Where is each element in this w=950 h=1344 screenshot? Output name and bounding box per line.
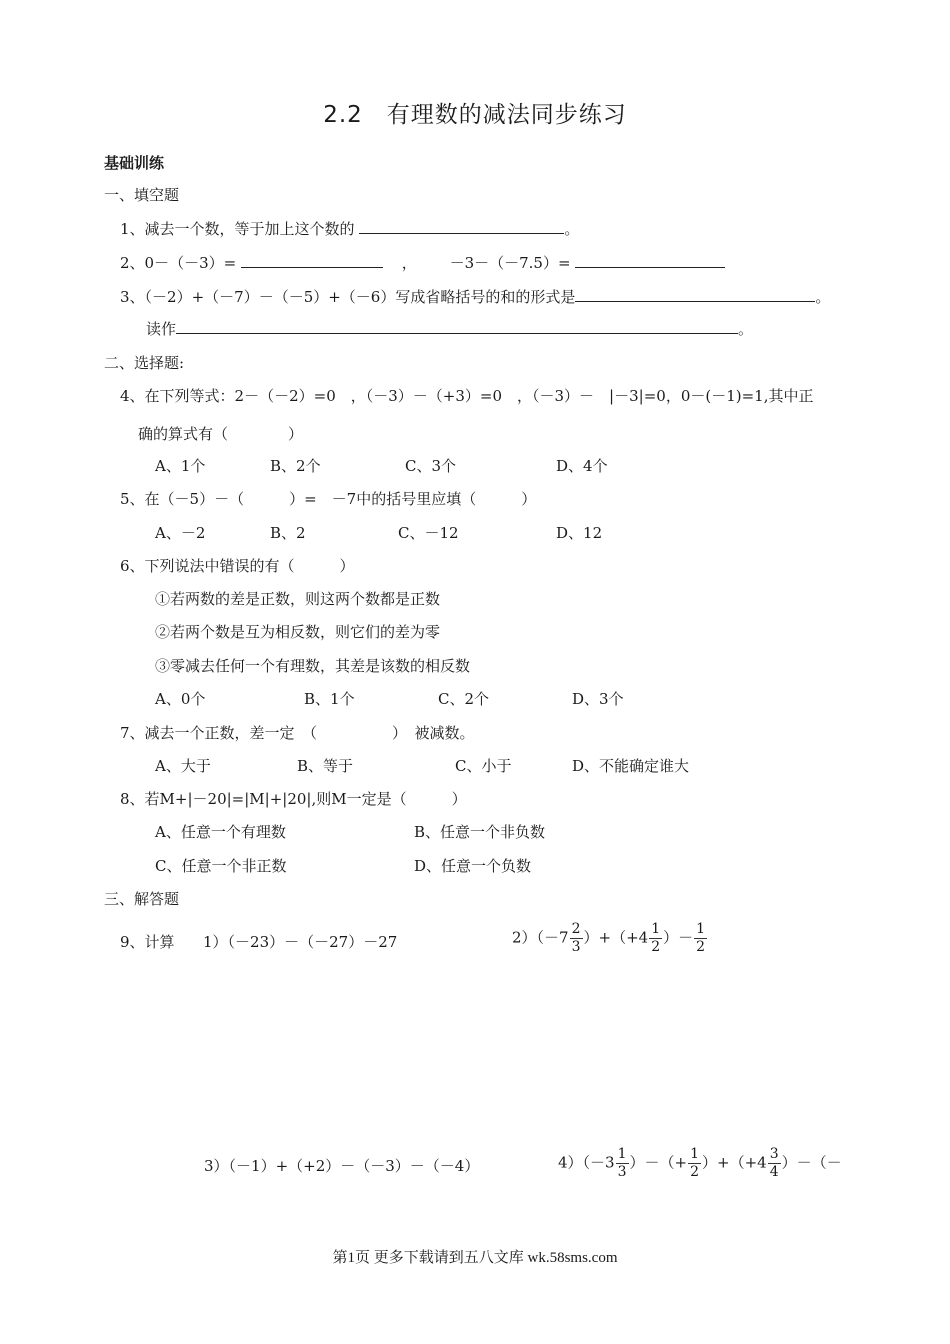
numerator: 1	[651, 921, 661, 937]
option-c: C、任意一个非正数	[155, 857, 287, 875]
fraction	[694, 921, 707, 956]
option-b: B、任意一个非负数	[414, 823, 546, 841]
denominator: 4	[769, 1164, 779, 1180]
fraction	[616, 1146, 629, 1181]
question-9-label: 9、计算	[120, 933, 175, 951]
question-5: 5、在（－5）－（ ）= －7中的括号里应填（ ）	[120, 490, 537, 508]
numerator: 1	[690, 1146, 700, 1162]
section-heading-solve: 三、解答题	[104, 890, 180, 908]
section-heading-fill: 一、填空题	[104, 186, 180, 204]
statement-2: ②若两个数是互为相反数，则它们的差为零	[155, 623, 441, 641]
answer-blank	[176, 319, 738, 334]
question-6: 6、下列说法中错误的有（ ）	[120, 557, 355, 575]
fraction	[688, 1146, 701, 1181]
option-c: C、2个	[438, 690, 490, 708]
p4-text-d: ）－（－	[781, 1153, 842, 1172]
q2-sep: ，	[401, 254, 417, 272]
option-d: D、3个	[572, 690, 624, 708]
q3-end: 。	[815, 288, 831, 306]
q2-text-c: －3－（－7.5）=	[449, 254, 571, 272]
p2-text-c: ）－	[663, 928, 694, 947]
q3-read-label: 读作	[146, 320, 177, 338]
question-4-line2: 确的算式有（ ）	[138, 425, 304, 443]
problem-3: 3）（－1）+（+2）－（－3）－（－4）	[204, 1157, 480, 1175]
numerator: 1	[696, 921, 706, 937]
option-a: A、1个	[155, 457, 206, 475]
question-3	[120, 286, 830, 307]
question-7: 7、减去一个正数，差一定 （ ） 被减数。	[120, 724, 475, 742]
page-title: 2.2 有理数的减法同步练习	[323, 102, 627, 128]
option-c: C、小于	[455, 757, 512, 775]
p2-text-a: 2）（－7	[512, 928, 569, 947]
question-3-read	[146, 318, 753, 339]
question-1	[120, 218, 579, 239]
denominator: 2	[651, 939, 661, 955]
option-d: D、任意一个负数	[414, 857, 532, 875]
answer-blank	[359, 219, 564, 234]
option-d: D、12	[556, 524, 603, 542]
denominator: 3	[617, 1164, 627, 1180]
numerator: 2	[571, 921, 581, 937]
denominator: 3	[571, 939, 581, 955]
option-b: B、2个	[270, 457, 321, 475]
section-subtitle: 基础训练	[104, 154, 165, 172]
option-b: B、1个	[304, 690, 355, 708]
question-2	[120, 252, 725, 273]
p4-text-c: ）+（+4	[702, 1153, 767, 1172]
page-footer: 第1页 更多下载请到五八文库 wk.58sms.com	[332, 1250, 618, 1266]
denominator: 2	[690, 1164, 700, 1180]
denominator: 2	[696, 939, 706, 955]
option-b: B、2	[270, 524, 306, 542]
q3-text: 3、（－2）+（－7）－（－5）+（－6）写成省略括号的和的形式是	[120, 288, 576, 306]
statement-1: ①若两数的差是正数，则这两个数都是正数	[155, 590, 441, 608]
option-a: A、0个	[155, 690, 206, 708]
answer-blank	[575, 287, 815, 302]
question-8: 8、若M+|－20|=|M|+|20|,则M一定是（ ）	[120, 790, 467, 808]
problem-1: 1）（－23）－（－27）－27	[203, 933, 398, 951]
option-a: A、－2	[155, 524, 206, 542]
p4-text-b: ）－（+	[629, 1153, 688, 1172]
option-b: B、等于	[297, 757, 354, 775]
q1-end: 。	[564, 220, 580, 238]
question-4-line1: 4、在下列等式：2－（－2）=0 ，（－3）－（+3）=0 ，（－3）－ |－3|=0，0－(－1)=1,其中正	[120, 387, 814, 405]
numerator: 3	[769, 1146, 779, 1162]
option-d: D、不能确定谁大	[572, 757, 690, 775]
option-d: D、4个	[556, 457, 608, 475]
answer-blank	[241, 253, 383, 268]
fraction	[570, 921, 583, 956]
section-heading-choice: 二、选择题:	[104, 354, 185, 372]
fraction	[649, 921, 662, 956]
statement-3: ③零减去任何一个有理数，其差是该数的相反数	[155, 657, 471, 675]
problem-4	[558, 1146, 842, 1181]
problem-2	[512, 921, 708, 956]
option-a: A、大于	[155, 757, 211, 775]
option-c: C、3个	[405, 457, 457, 475]
p2-text-b: ）+（+4	[583, 928, 649, 947]
q2-text-a: 2、0－（－3）=	[120, 254, 237, 272]
numerator: 1	[617, 1146, 627, 1162]
fraction	[768, 1146, 781, 1181]
answer-blank	[575, 253, 725, 268]
q1-text: 1、减去一个数，等于加上这个数的	[120, 220, 355, 238]
q3-read-end: 。	[738, 320, 754, 338]
option-c: C、－12	[398, 524, 459, 542]
p4-text-a: 4）（－3	[558, 1153, 615, 1172]
option-a: A、任意一个有理数	[155, 823, 286, 841]
